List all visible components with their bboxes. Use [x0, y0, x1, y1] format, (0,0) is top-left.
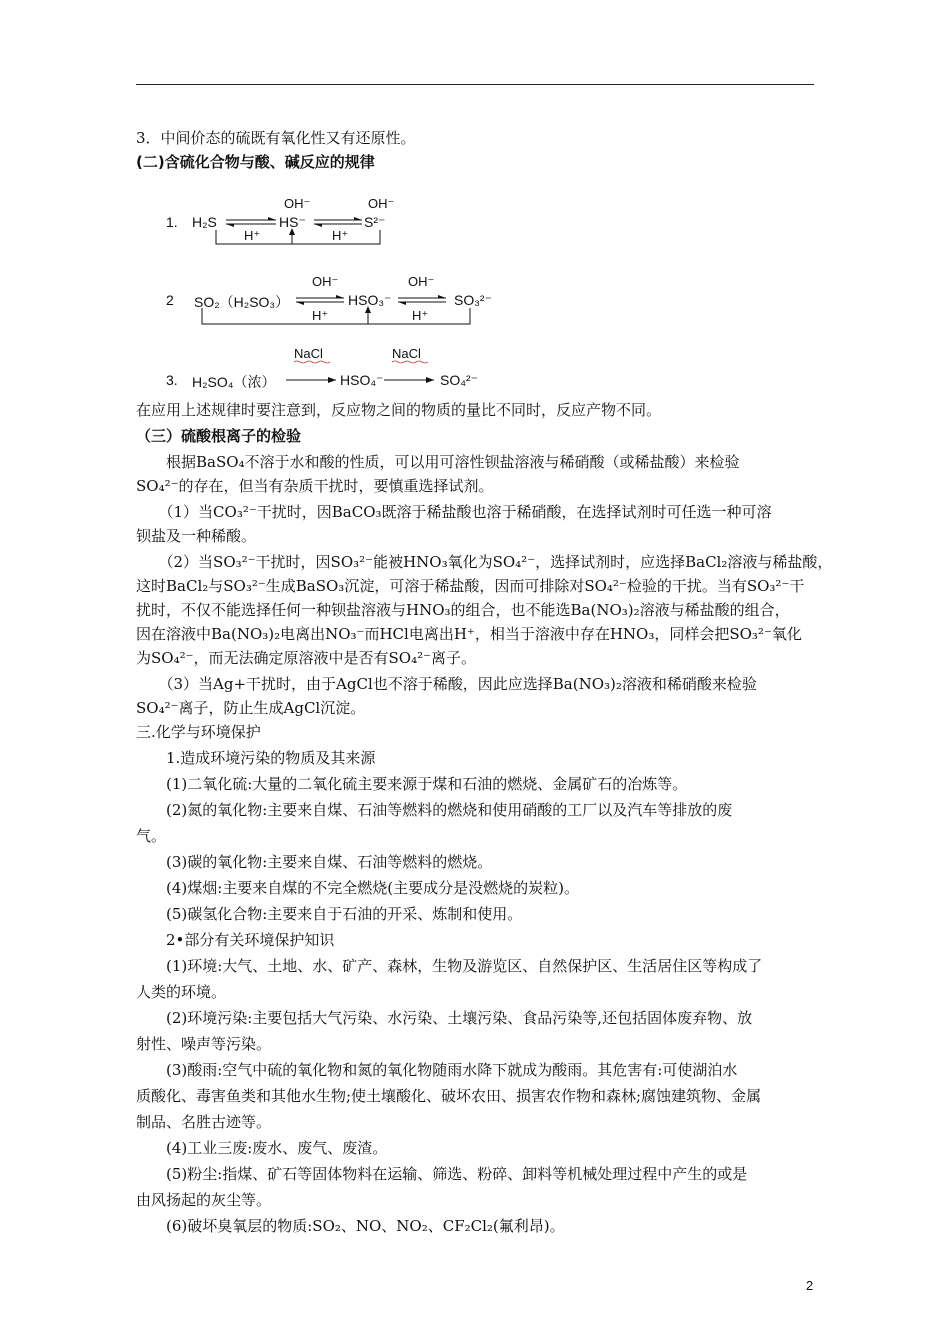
list-item: (4)工业三废:废水、废气、废渣。	[136, 1139, 388, 1157]
reaction2-number: 2	[166, 292, 174, 308]
list-item: (4)煤烟:主要来自煤的不完全燃烧(主要成分是没燃烧的炭粒)。	[136, 879, 580, 897]
reaction2-reagent-top-2: OH⁻	[408, 274, 435, 289]
reaction1-intermediate: HS⁻	[279, 214, 306, 230]
list-item: 1.造成环境污染的物质及其来源	[136, 749, 376, 767]
paragraph-line: 钡盐及一种稀酸。	[136, 527, 257, 545]
reaction1-reagent-top-2: OH⁻	[368, 196, 395, 211]
reaction3-reactant: H₂SO₄（浓）	[192, 374, 276, 390]
reaction1-number: 1.	[166, 214, 178, 230]
paragraph-line: 根据BaSO₄不溶于水和酸的性质，可以用可溶性钡盐溶液与稀硝酸（或稀盐酸）来检验	[136, 453, 740, 471]
list-item: (3)碳的氧化物:主要来自煤、石油等燃料的燃烧。	[136, 853, 493, 871]
paragraph-line: （2）当SO₃²⁻干扰时，因SO₃²⁻能被HNO₃氧化为SO₄²⁻，选择试剂时，应选择BaCl₂溶液与稀盐酸，	[136, 553, 833, 571]
reaction3-product: SO₄²⁻	[440, 372, 478, 388]
reaction1-reagent-bottom-1: H⁺	[244, 228, 261, 243]
reaction2-reagent-bottom-2: H⁺	[412, 308, 429, 323]
reaction1-reactant: H₂S	[192, 214, 217, 230]
reaction2-reagent-top-1: OH⁻	[312, 274, 339, 289]
section3-title: （三）硫酸根离子的检验	[136, 427, 302, 445]
paragraph-line: 为SO₄²⁻，而无法确定原溶液中是否有SO₄²⁻离子。	[136, 649, 477, 667]
reaction1-product: S²⁻	[364, 214, 386, 230]
list-item: 气。	[136, 827, 167, 845]
reaction3-intermediate: HSO₄⁻	[340, 372, 384, 388]
page-number: 2	[806, 1278, 814, 1293]
reaction2-reagent-bottom-1: H⁺	[312, 308, 329, 323]
list-item: 射性、噪声等污染。	[136, 1035, 272, 1053]
intro-line: 3．中间价态的硫既有氧化性又有还原性。	[136, 129, 416, 147]
paragraph-line: 扰时，不仅不能选择任何一种钡盐溶液与HNO₃的组合，也不能选Ba(NO₃)₂溶液与稀盐酸的组合，	[136, 601, 790, 619]
reaction3-reagent-2: NaCl	[392, 346, 421, 361]
section2-title: (二)含硫化合物与酸、碱反应的规律	[136, 153, 375, 171]
list-item: 由风扬起的灰尘等。	[136, 1191, 272, 1209]
note-line: 在应用上述规律时要注意到，反应物之间的物质的量比不同时，反应产物不同。	[136, 401, 662, 419]
paragraph-line: （3）当Ag+干扰时，由于AgCl也不溶于稀酸，因此应选择Ba(NO₃)₂溶液和稀硝酸来检验	[136, 675, 757, 693]
list-item: 质酸化、毒害鱼类和其他水生物;使土壤酸化、破坏农田、损害农作物和森林;腐蚀建筑物、金属	[136, 1087, 762, 1105]
list-item: (2)氮的氧化物:主要来自煤、石油等燃料的燃烧和使用硝酸的工厂以及汽车等排放的废	[136, 801, 733, 819]
reaction1-reagent-top-1: OH⁻	[284, 196, 311, 211]
reaction-diagram	[136, 184, 816, 399]
paragraph-line: （1）当CO₃²⁻干扰时，因BaCO₃既溶于稀盐酸也溶于稀硝酸，在选择试剂时可任选一种可溶	[136, 503, 772, 521]
list-item: (5)碳氢化合物:主要来自于石油的开采、炼制和使用。	[136, 905, 523, 923]
list-item: (1)二氧化硫:大量的二氧化硫主要来源于煤和石油的燃烧、金属矿石的冶炼等。	[136, 775, 688, 793]
reaction1-reagent-bottom-2: H⁺	[332, 228, 349, 243]
paragraph-line: 这时BaCl₂与SO₃²⁻生成BaSO₃沉淀，可溶于稀盐酸，因而可排除对SO₄²⁻检验的干扰。当有SO₃²⁻干	[136, 577, 805, 595]
reaction2-product: SO₃²⁻	[454, 292, 492, 308]
section-env-title: 三.化学与环境保护	[136, 723, 261, 741]
list-item: 制品、名胜古迹等。	[136, 1113, 272, 1131]
reaction2-reactant: SO₂（H₂SO₃）	[194, 294, 290, 310]
reaction3-number: 3.	[166, 372, 178, 388]
paragraph-line: SO₄²⁻离子，防止生成AgCl沉淀。	[136, 699, 366, 717]
list-item: (6)破坏臭氧层的物质:SO₂、NO、NO₂、CF₂Cl₂(氟利昂)。	[136, 1217, 565, 1235]
list-item: 2•部分有关环境保护知识	[136, 931, 335, 949]
list-item: (1)环境:大气、土地、水、矿产、森林，生物及游览区、自然保护区、生活居住区等构成了	[136, 957, 763, 975]
paragraph-line: 因在溶液中Ba(NO₃)₂电离出NO₃⁻而HCl电离出H⁺，相当于溶液中存在HNO₃，同样会把SO₃²⁻氧化	[136, 625, 802, 643]
reaction3-reagent-1: NaCl	[294, 346, 323, 361]
header-rule	[136, 84, 814, 85]
list-item: 人类的环境。	[136, 983, 227, 1001]
list-item: (5)粉尘:指煤、矿石等固体物料在运输、筛选、粉碎、卸料等机械处理过程中产生的或是	[136, 1165, 748, 1183]
paragraph-line: SO₄²⁻的存在，但当有杂质干扰时，要慎重选择试剂。	[136, 477, 494, 495]
reaction2-intermediate: HSO₃⁻	[348, 292, 392, 308]
list-item: (2)环境污染:主要包括大气污染、水污染、土壤污染、食品污染等,还包括固体废弃物、放	[136, 1009, 753, 1027]
list-item: (3)酸雨:空气中硫的氧化物和氮的氧化物随雨水降下就成为酸雨。其危害有:可使湖泊水	[136, 1061, 738, 1079]
